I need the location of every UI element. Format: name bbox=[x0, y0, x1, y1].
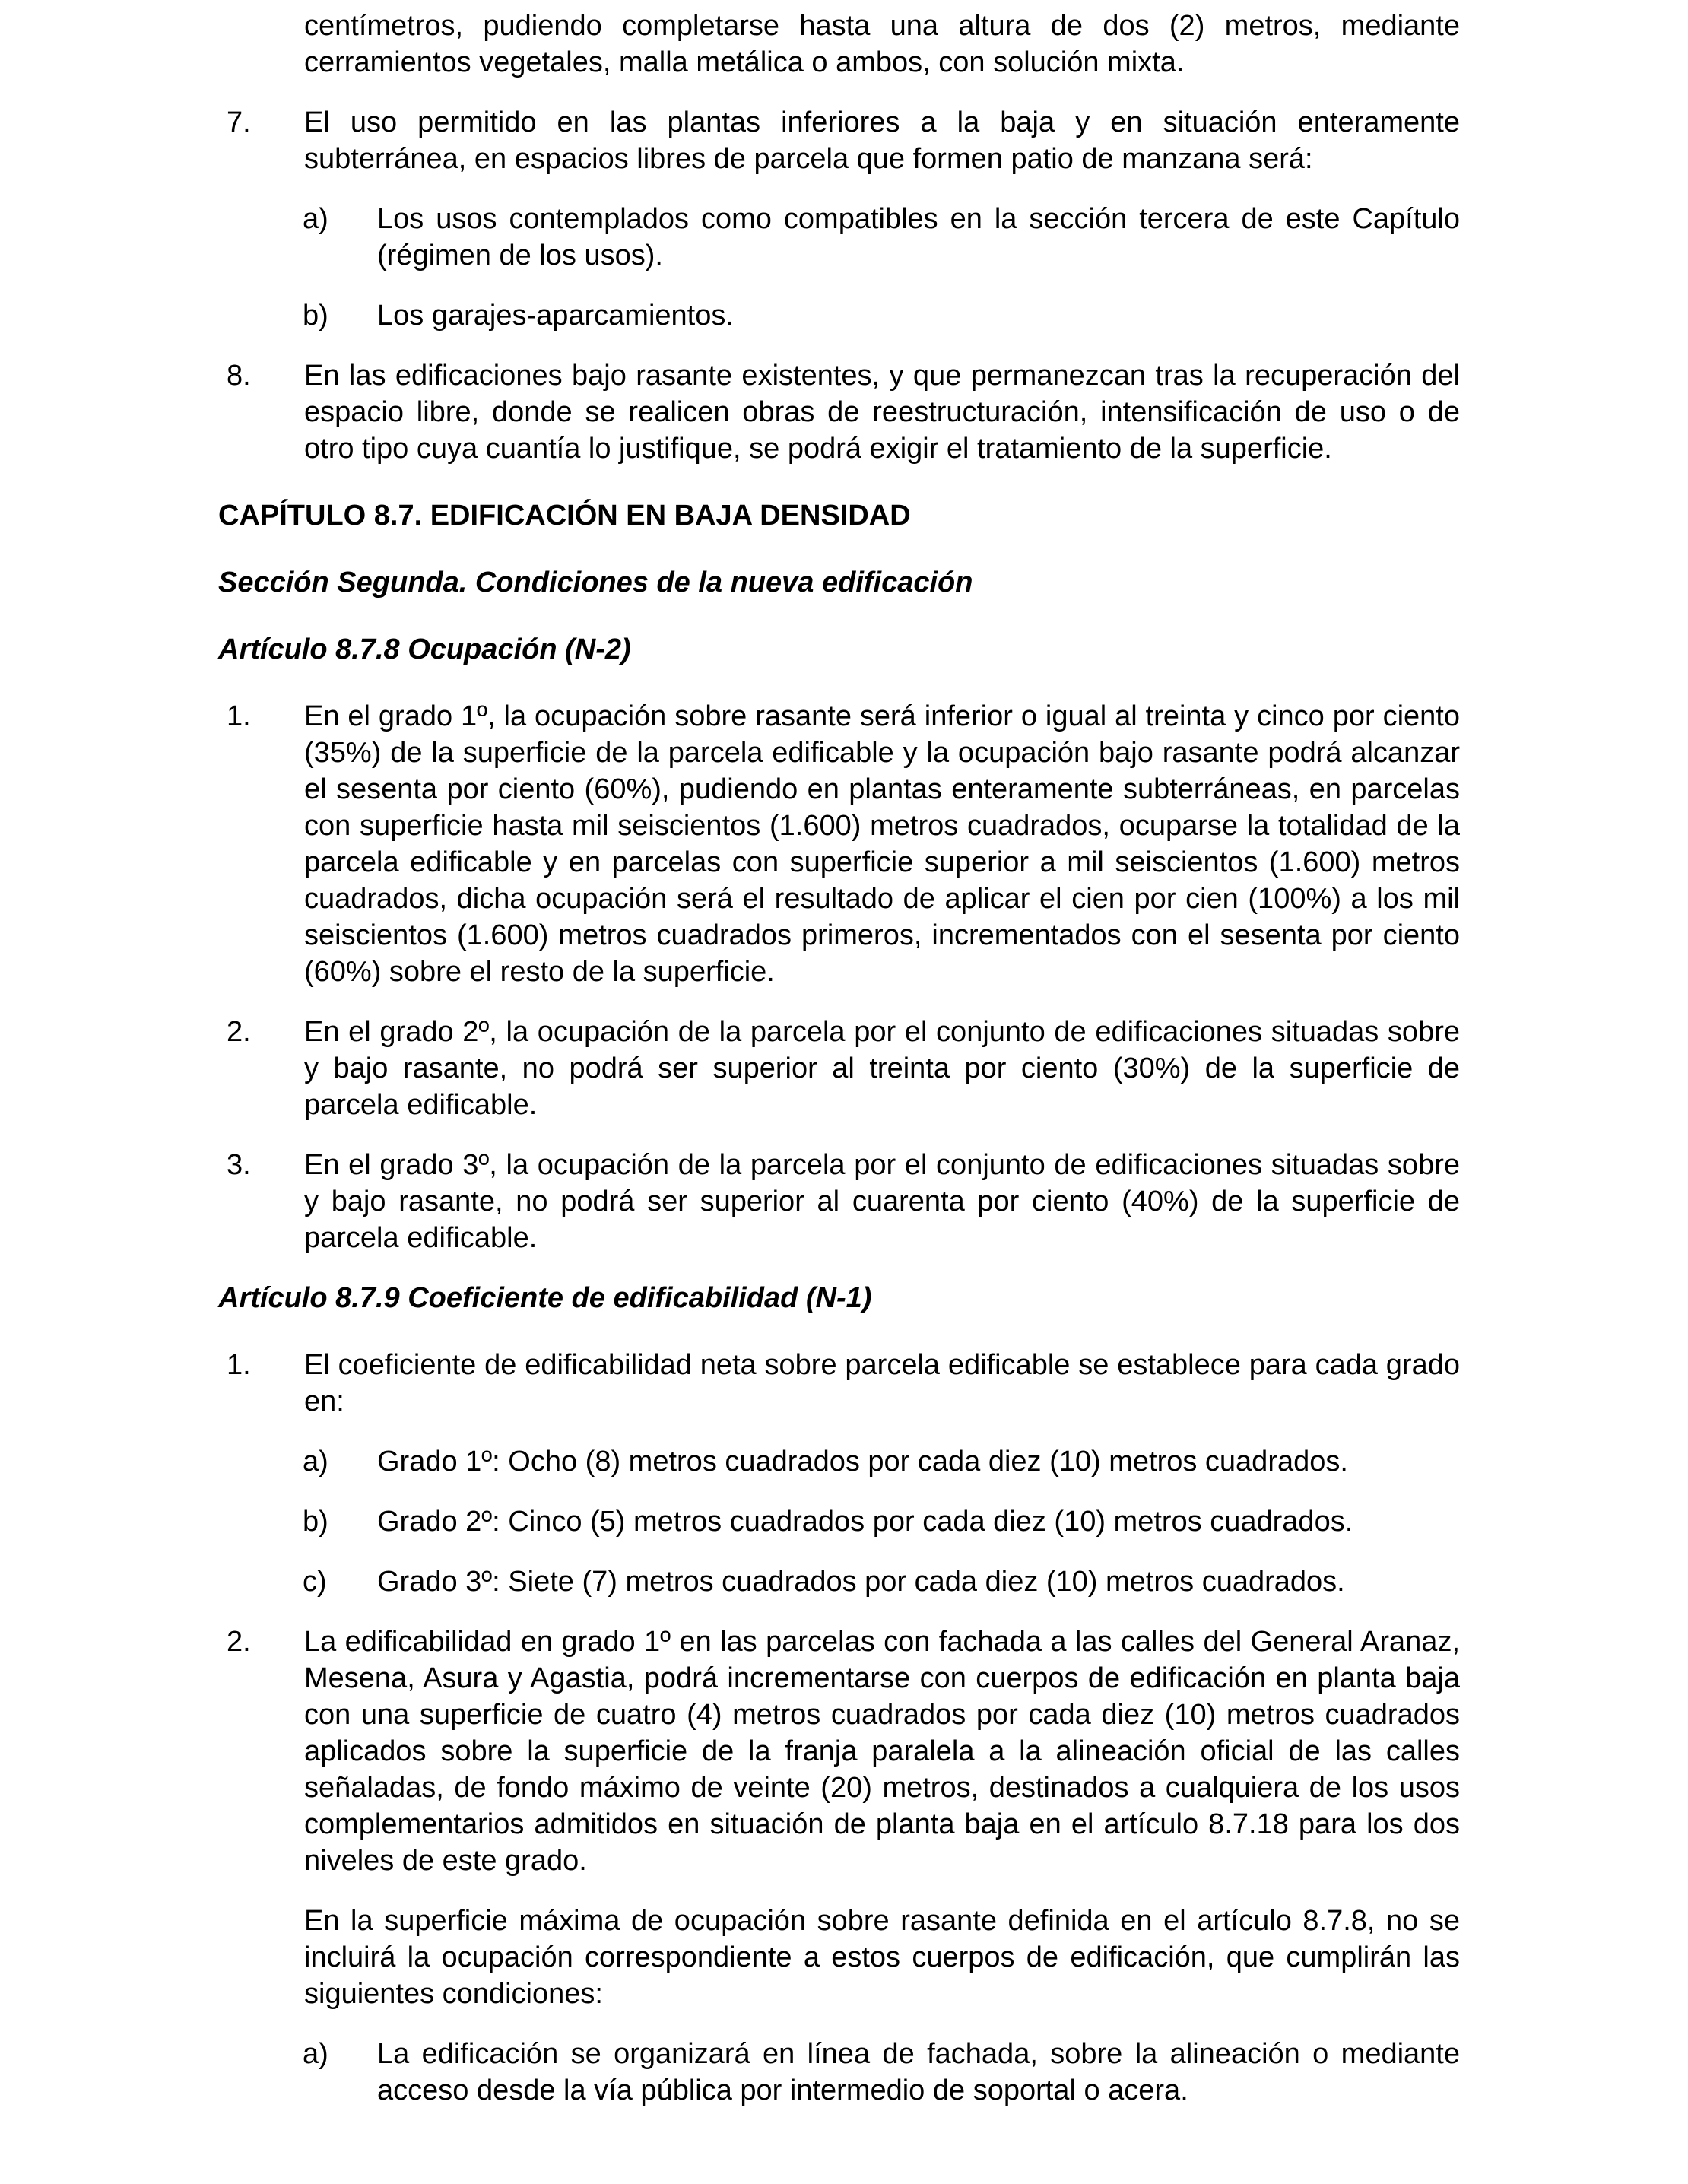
article-8-7-8-item-3-text: En el grado 3º, la ocupación de la parcela por el conjunto de edificaciones situadas sobre y bajo rasante, no podrá ser superior al cuarenta por ciento (40%) de la superficie de parcela edificable. bbox=[304, 1149, 1460, 1254]
chapter-heading: CAPÍTULO 8.7. EDIFICACIÓN EN BAJA DENSIDAD bbox=[218, 500, 911, 532]
article-8-7-9-item-1b bbox=[303, 1503, 1460, 1540]
item-7-marker: 7. bbox=[227, 106, 251, 138]
item-7a-marker: a) bbox=[303, 203, 328, 235]
article-8-7-9-item-1-text: El coeficiente de edificabilidad neta sobre parcela edificable se establece para cada grado en: bbox=[304, 1349, 1460, 1417]
section-heading: Sección Segunda. Condiciones de la nueva edificación bbox=[218, 567, 973, 598]
article-8-7-8-item-3-marker: 3. bbox=[227, 1149, 251, 1181]
article-8-7-9-item-2-text: La edificabilidad en grado 1º en las parcelas con fachada a las calles del General Aranaz, Mesena, Asura y Agastia, podrá incrementarse con cuerpos de edificación en planta baja con una superficie de cuatro (4) metros cuadrados por cada diez (10) metros cuadrados aplicados sobre la superficie de la franja paralela a la alineación oficial de las calles señaladas, de fondo máximo de veinte (20) metros, destinados a cualquiera de los usos complementarios admitidos en situación de planta baja en el artículo 8.7.18 para los dos niveles de este grado. bbox=[304, 1626, 1460, 1877]
article-8-7-8-heading: Artículo 8.7.8 Ocupación (N-2) bbox=[218, 633, 631, 665]
article-8-7-9-item-2a bbox=[303, 2036, 1460, 2109]
item-8-text: En las edificaciones bajo rasante existentes, y que permanezcan tras la recuperación del espacio libre, donde se realicen obras de reestructuración, intensificación de uso o de otro tipo cuya cuantía lo justifique, se podrá exigir el tratamiento de la superficie. bbox=[304, 360, 1460, 465]
list-item-7b bbox=[303, 297, 1460, 334]
continuation-paragraph: centímetros, pudiendo completarse hasta una altura de dos (2) metros, mediante cerramientos vegetales, malla metálica o ambos, con solución mixta. bbox=[304, 10, 1460, 78]
article-8-7-8-item-2 bbox=[227, 1014, 1460, 1123]
item-7-text: El uso permitido en las plantas inferiores a la baja y en situación enteramente subterránea, en espacios libres de parcela que formen patio de manzana será: bbox=[304, 106, 1460, 175]
article-8-7-9-item-1c-marker: c) bbox=[303, 1566, 327, 1598]
article-8-7-9-item-2-continuation: En la superficie máxima de ocupación sobre rasante definida en el artículo 8.7.8, no se incluirá la ocupación correspondiente a estos cuerpos de edificación, que cumplirán las siguientes condiciones: bbox=[304, 1905, 1460, 2010]
article-8-7-9-item-1c bbox=[303, 1563, 1460, 1600]
item-7b-text: Los garajes-aparcamientos. bbox=[377, 300, 734, 332]
article-8-7-9-item-2 bbox=[227, 1624, 1460, 1879]
article-8-7-9-item-1a bbox=[303, 1443, 1460, 1480]
article-8-7-9-item-1 bbox=[227, 1347, 1460, 1420]
article-8-7-8-item-2-text: En el grado 2º, la ocupación de la parcela por el conjunto de edificaciones situadas sobre y bajo rasante, no podrá ser superior al treinta por ciento (30%) de la superficie de parcela edificable. bbox=[304, 1016, 1460, 1121]
article-8-7-9-item-2-marker: 2. bbox=[227, 1626, 251, 1658]
item-7a-text: Los usos contemplados como compatibles en la sección tercera de este Capítulo (régimen de los usos). bbox=[377, 203, 1460, 271]
article-8-7-9-item-1b-text: Grado 2º: Cinco (5) metros cuadrados por cada diez (10) metros cuadrados. bbox=[377, 1506, 1353, 1538]
article-8-7-8-item-1-marker: 1. bbox=[227, 700, 251, 732]
list-item-7a bbox=[303, 201, 1460, 274]
article-8-7-8-item-1-text: En el grado 1º, la ocupación sobre rasante será inferior o igual al treinta y cinco por ciento (35%) de la superficie de la parcela edificable y la ocupación bajo rasante podrá alcanzar el sesenta por ciento (60%), pudiendo en plantas enteramente subterráneas, en parcelas con superficie hasta mil seiscientos (1.600) metros cuadrados, ocuparse la totalidad de la parcela edificable y en parcelas con superficie superior a mil seiscientos (1.600) metros cuadrados, dicha ocupación será el resultado de aplicar el cien por cien (100%) a los mil seiscientos (1.600) metros cuadrados primeros, incrementados con el sesenta por ciento (60%) sobre el resto de la superficie. bbox=[304, 700, 1460, 988]
article-8-7-8-item-2-marker: 2. bbox=[227, 1016, 251, 1048]
article-8-7-9-item-1a-text: Grado 1º: Ocho (8) metros cuadrados por cada diez (10) metros cuadrados. bbox=[377, 1446, 1348, 1478]
article-8-7-9-item-1c-text: Grado 3º: Siete (7) metros cuadrados por cada diez (10) metros cuadrados. bbox=[377, 1566, 1345, 1598]
article-8-7-9-item-1-marker: 1. bbox=[227, 1349, 251, 1381]
item-8-marker: 8. bbox=[227, 360, 251, 392]
article-8-7-9-item-2a-text: La edificación se organizará en línea de fachada, sobre la alineación o mediante acceso desde la vía pública por intermedio de soportal o acera. bbox=[377, 2038, 1460, 2106]
article-8-7-9-item-2a-marker: a) bbox=[303, 2038, 328, 2070]
article-8-7-8-item-1 bbox=[227, 698, 1460, 990]
article-8-7-8-item-3 bbox=[227, 1147, 1460, 1256]
list-item-8 bbox=[227, 357, 1460, 467]
article-8-7-9-item-1b-marker: b) bbox=[303, 1506, 328, 1538]
article-8-7-9-item-1a-marker: a) bbox=[303, 1446, 328, 1478]
item-7b-marker: b) bbox=[303, 300, 328, 332]
article-8-7-9-heading: Artículo 8.7.9 Coeficiente de edificabilidad (N-1) bbox=[218, 1282, 872, 1314]
list-item-7 bbox=[227, 104, 1460, 177]
